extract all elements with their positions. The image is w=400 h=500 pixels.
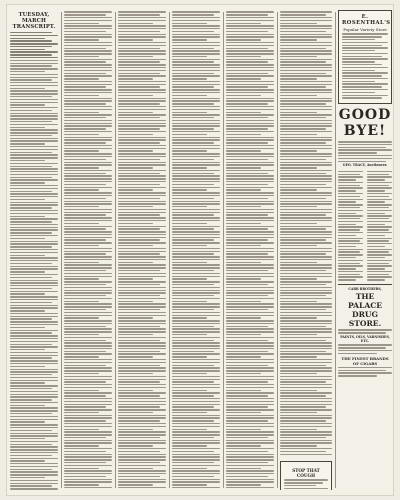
good-bye-heading: GOOD BYE! <box>338 107 392 140</box>
cigars-line: THE FINEST BRANDS OF CIGARS <box>341 355 389 366</box>
rosenthal-sub: Popular Variety Store <box>343 27 387 32</box>
auctioneer-line: GEO. TRACY, Auctioneer. <box>342 163 388 168</box>
column-4-text <box>172 11 220 490</box>
column-2-text <box>64 11 112 490</box>
newspaper-page <box>6 4 394 496</box>
column-1-header: TUESDAY, MARCH TRANSCRIPT. <box>12 12 56 30</box>
rosenthal-ad <box>338 10 392 104</box>
column-1-text <box>10 60 58 490</box>
column-rule <box>223 12 224 488</box>
column-6-text <box>280 11 332 455</box>
rosenthal-name: E. ROSENTHAL'S <box>342 14 391 26</box>
column-rule <box>169 12 170 488</box>
column-2 <box>64 10 112 490</box>
stop-cough-heading: STOP THAT COUGH <box>292 468 320 478</box>
column-rule <box>115 12 116 488</box>
column-5-text <box>226 11 274 490</box>
stop-cough-ad <box>280 461 332 490</box>
column-6 <box>280 10 332 490</box>
paints-line: PAINTS, OILS, VARNISHES, ETC. <box>340 334 390 343</box>
column-3 <box>118 10 166 490</box>
column-3-text <box>118 11 166 490</box>
column-rule <box>61 12 62 488</box>
column-4 <box>172 10 220 490</box>
carr-brothers: CARR BROTHERS, <box>348 287 382 292</box>
column-1 <box>10 10 58 490</box>
column-5 <box>226 10 274 490</box>
listing-columns <box>338 169 392 282</box>
column-7 <box>338 10 392 490</box>
column-rule <box>277 12 278 488</box>
column-1-table <box>10 32 58 58</box>
column-rule <box>335 12 336 488</box>
palace-drug-store: THE PALACE DRUG STORE. <box>347 292 383 329</box>
